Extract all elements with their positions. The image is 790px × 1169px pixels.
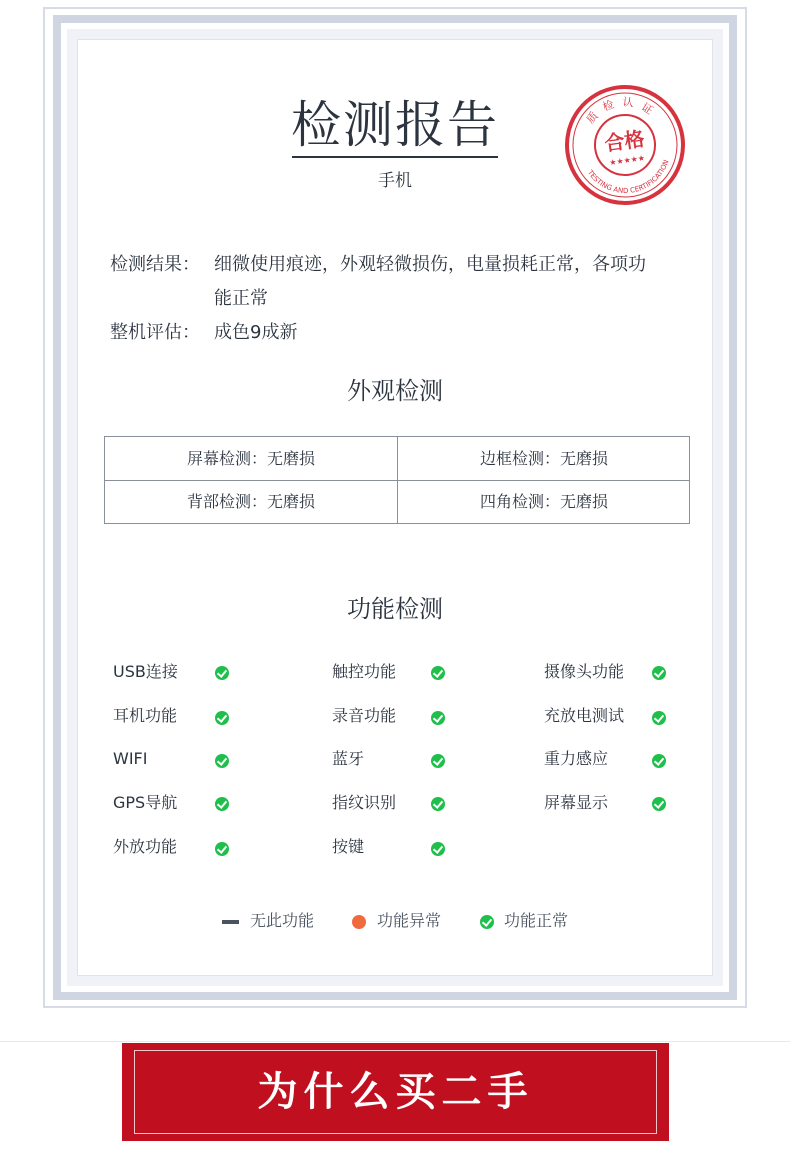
result-label: 检测结果： — [110, 254, 200, 275]
check-icon — [652, 711, 666, 725]
function-item-bluetooth: 蓝牙 — [332, 749, 365, 768]
check-icon — [215, 711, 229, 725]
grade-label: 整机评估： — [110, 322, 200, 343]
why-buy-used-banner[interactable] — [122, 1043, 669, 1141]
check-icon — [652, 797, 666, 811]
function-item-display: 屏幕显示 — [544, 793, 609, 812]
check-icon — [215, 797, 229, 811]
function-item-recording: 录音功能 — [332, 706, 397, 725]
check-icon — [431, 842, 445, 856]
report-title-text: 检测报告 — [291, 96, 499, 154]
appearance-section-title: 外观检测 — [347, 377, 443, 405]
function-item-usb: USB连接 — [113, 662, 178, 681]
appearance-cell-corners: 四角检测：无磨损 — [479, 492, 608, 511]
function-item-gps: GPS导航 — [113, 793, 178, 812]
abnormal-dot-icon — [352, 915, 366, 929]
function-item-keys: 按键 — [332, 837, 365, 856]
function-item-wifi: WIFI — [113, 749, 148, 768]
function-item-headphone: 耳机功能 — [113, 706, 178, 725]
certification-stamp — [556, 76, 694, 214]
function-item-fingerprint: 指纹识别 — [332, 793, 397, 812]
banner-title: 为什么买二手 — [257, 1069, 534, 1115]
check-icon — [215, 842, 229, 856]
appearance-table — [104, 436, 690, 524]
function-item-charging: 充放电测试 — [544, 706, 625, 725]
check-icon — [652, 754, 666, 768]
check-icon — [431, 711, 445, 725]
legend-normal-label: 功能正常 — [504, 911, 569, 930]
stamp-top-text: 质 检 认 证 — [583, 95, 658, 127]
appearance-cell-frame: 边框检测：无磨损 — [479, 449, 608, 468]
function-item-speaker: 外放功能 — [113, 837, 178, 856]
check-icon — [431, 754, 445, 768]
result-value: 细微使用痕迹，外观轻微损伤，电量损耗正常，各项功能正常 — [214, 254, 646, 309]
grade-value: 成色9成新 — [214, 322, 298, 343]
function-section-title: 功能检测 — [347, 595, 443, 623]
stamp-bottom-text: TESTING AND CERTIFICATION — [585, 158, 671, 195]
stamp-center-text: 合格 — [602, 126, 646, 156]
section-divider — [0, 1041, 790, 1042]
function-item-touch: 触控功能 — [332, 662, 397, 681]
function-item-gravity: 重力感应 — [544, 749, 609, 768]
check-icon — [652, 666, 666, 680]
appearance-cell-back: 背部检测：无磨损 — [186, 492, 315, 511]
title-underline — [292, 156, 498, 158]
check-icon — [431, 797, 445, 811]
check-icon — [215, 666, 229, 680]
stamp-stars: ★★★★★ — [608, 153, 646, 168]
check-icon — [215, 754, 229, 768]
appearance-cell-screen: 屏幕检测：无磨损 — [186, 449, 315, 468]
check-icon — [431, 666, 445, 680]
legend-none-label: 无此功能 — [250, 911, 315, 930]
legend-abnormal-label: 功能异常 — [377, 911, 442, 930]
report-subtitle: 手机 — [378, 171, 412, 191]
function-item-camera: 摄像头功能 — [544, 662, 625, 681]
dash-icon — [222, 920, 239, 924]
check-icon — [480, 915, 494, 929]
